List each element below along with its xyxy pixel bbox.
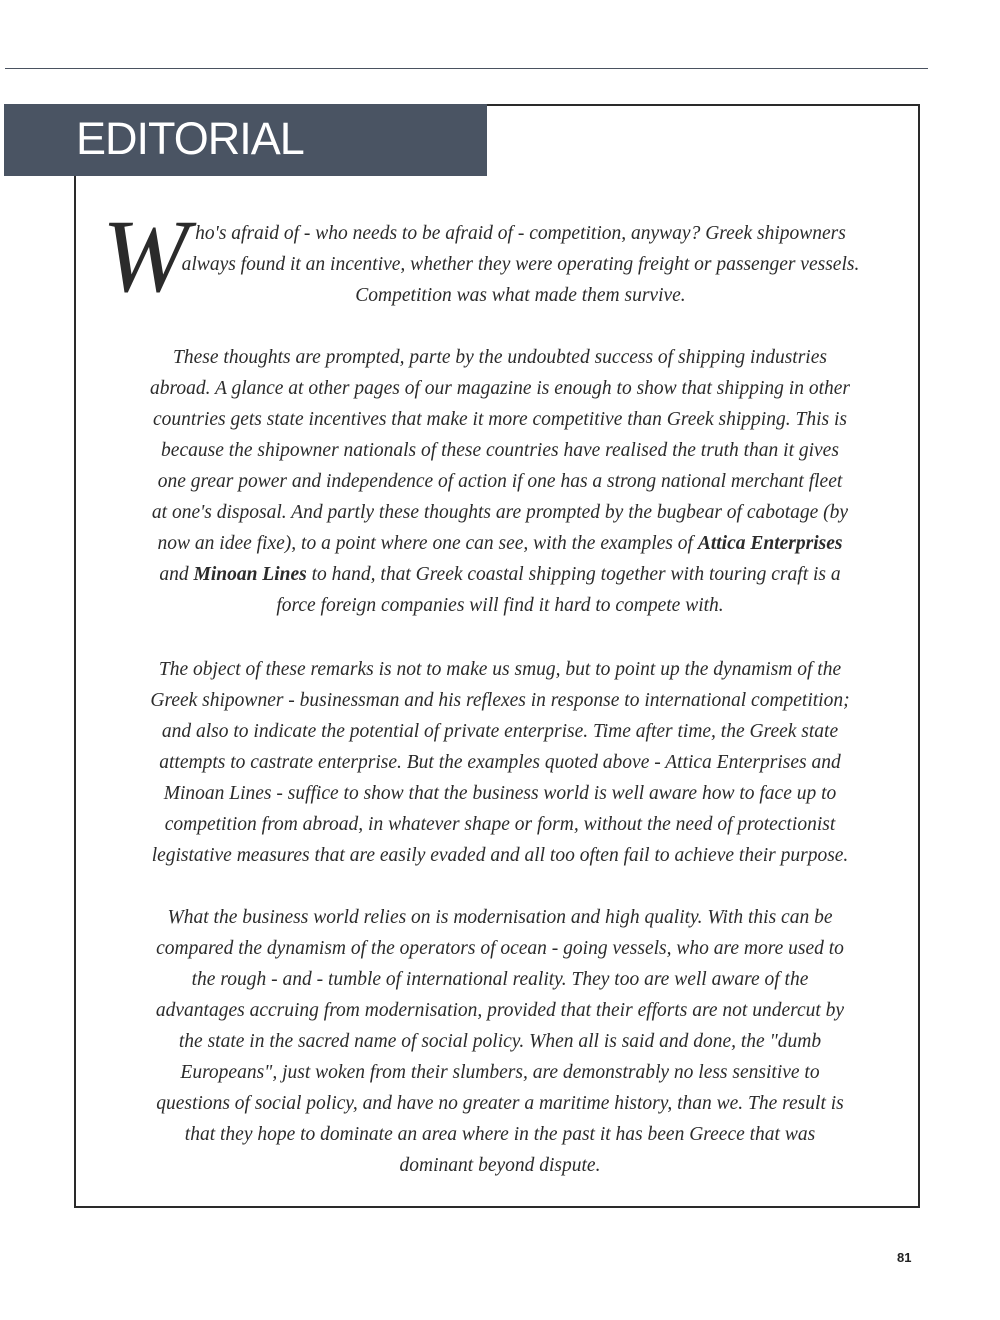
paragraph-1-text: ho's afraid of - who needs to be afraid of - competition, anyway? Greek shipowners always found it an incentive, whether they were operating freight or passenger vessels. Competition was what made them survive. bbox=[181, 223, 860, 306]
paragraph-2-part-a: These thoughts are prompted, parte by the undoubted success of shipping industries abroad. A glance at other pages of our magazine is enough to show that shipping in other countries gets state incentives that make it more competitive than Greek shipping. This is because the shipowner nationals of these countries have realised the truth than it gives one grear power and independence of action if one has a strong national merchant fleet at one's disposal. And partly these thoughts are prompted by the bugbear of cabotage (by now an idee fixe), to a point where one can see, with the examples of bbox=[150, 347, 851, 554]
paragraph-3: The object of these remarks is not to make us smug, but to point up the dynamism of the Greek shipowner - businessman and his reflexes in response to international competition; and also to indicate the potential of private enterprise. Time after time, the Greek state attempts to castrate enterprise. But the examples quoted above - Attica Enterprises and Minoan Lines - suffice to show that the business world is well aware how to face up to competition from abroad, in whatever shape or form, without the need of protectionist legistative measures that are easily evaded and all too often fail to achieve their purpose. bbox=[150, 659, 850, 866]
paragraph-2-part-c: to hand, that Greek coastal shipping together with touring craft is a force foreign companies will find it hard to compete with. bbox=[276, 564, 841, 616]
paragraph-1 bbox=[96, 218, 871, 311]
company-name-attica: Attica Enterprises bbox=[697, 533, 843, 554]
section-title: EDITORIAL bbox=[76, 113, 304, 164]
company-name-minoan: Minoan Lines bbox=[193, 564, 307, 585]
paragraph-2-part-b: and bbox=[159, 564, 194, 585]
top-rule bbox=[5, 68, 928, 69]
drop-cap: W bbox=[102, 199, 189, 314]
paragraph-4: What the business world relies on is modernisation and high quality. With this can be compared the dynamism of the operators of ocean - going vessels, who are more used to the rough - and - tumble of international reality. They too are well aware of the advantages accruing from modernisation, provided that their efforts are not undercut by the state in the sacred name of social policy. When all is said and done, the "dumb Europeans", just woken from their slumbers, are demonstrably no less sensitive to questions of social policy, and have no greater a maritime history, than we. The result is that they hope to dominate an area where in the past it has been Greece that was dominant beyond dispute. bbox=[155, 907, 845, 1176]
page-number: 81 bbox=[897, 1250, 912, 1265]
paragraph-2 bbox=[150, 342, 850, 621]
